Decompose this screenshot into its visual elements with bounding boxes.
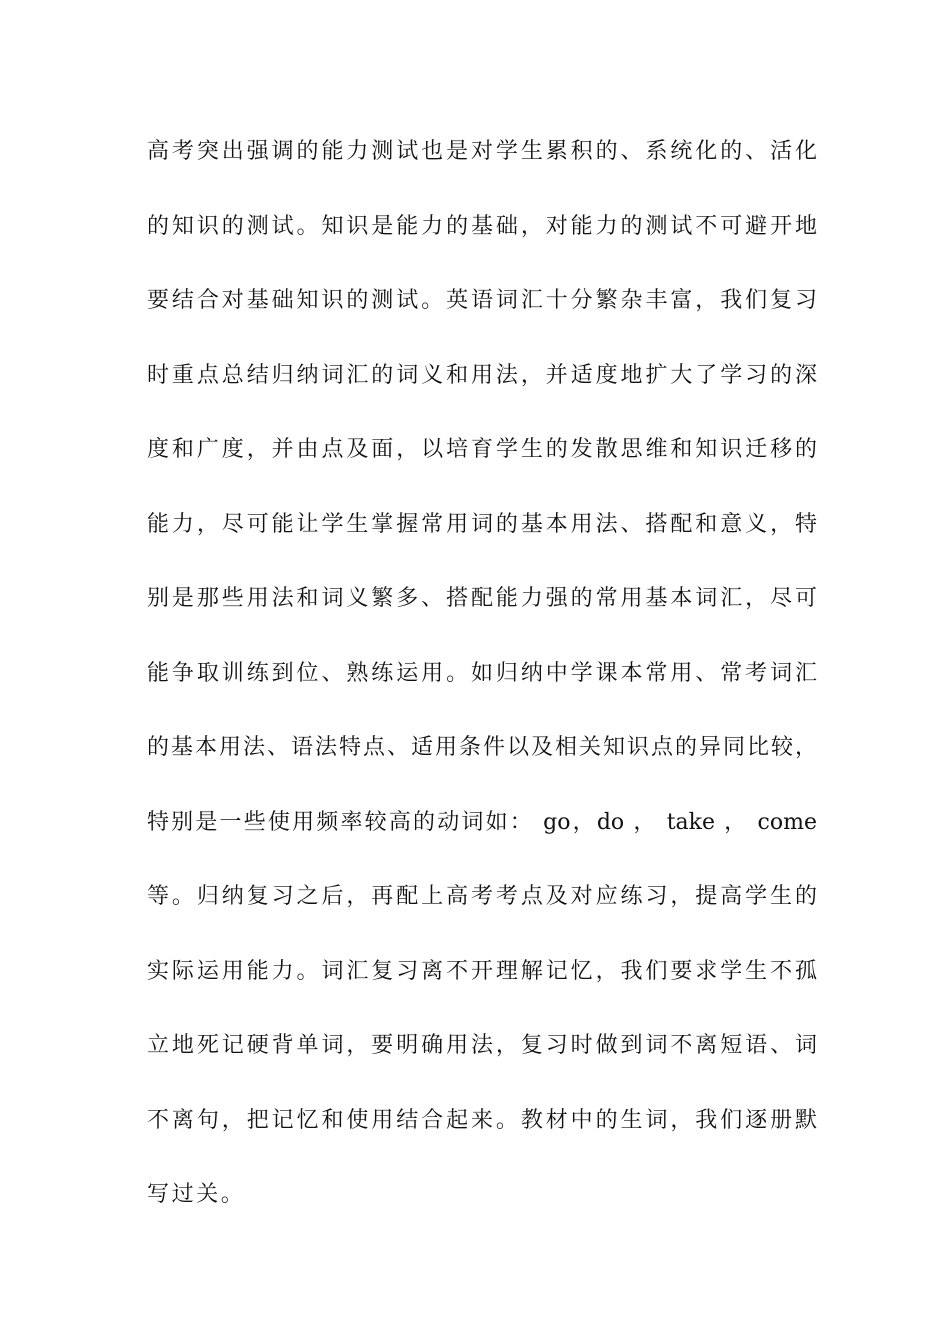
paragraph-line: 高考突出强调的能力测试也是对学生累积的、系统化的、活化: [147, 139, 817, 164]
paragraph-line: 实际运用能力。词汇复习离不开理解记忆，我们要求学生不孤: [147, 958, 817, 984]
paragraph-line: 的知识的测试。知识是能力的基础，对能力的测试不可避开地: [147, 213, 817, 239]
paragraph-line: 能争取训练到位、熟练运用。如归纳中学课本常用、常考词汇: [147, 660, 817, 686]
paragraph-line: 等。归纳复习之后，再配上高考考点及对应练习，提高学生的: [147, 884, 817, 909]
paragraph-line: 不离句，把记忆和使用结合起来。教材中的生词，我们逐册默: [147, 1107, 817, 1133]
paragraph-line: 别是那些用法和词义繁多、搭配能力强的常用基本词汇，尽可: [147, 586, 817, 611]
paragraph-line: 能力，尽可能让学生掌握常用词的基本用法、搭配和意义，特: [147, 511, 817, 537]
paragraph-line: 的基本用法、语法特点、适用条件以及相关知识点的异同比较，: [147, 735, 817, 760]
paragraph-line: 时重点总结归纳词汇的词义和用法，并适度地扩大了学习的深: [147, 362, 817, 388]
paragraph-line: 立地死记硬背单词，要明确用法，复习时做到词不离短语、词: [147, 1033, 817, 1058]
paragraph-line-last: 写过关。: [147, 1182, 246, 1207]
paragraph-line: 特别是一些使用频率较高的动词如： go，do ， take ， come: [147, 809, 817, 835]
body-paragraph: [147, 128, 817, 1246]
paragraph-line: 度和广度，并由点及面，以培育学生的发散思维和知识迁移的: [147, 437, 817, 462]
paragraph-line: 要结合对基础知识的测试。英语词汇十分繁杂丰富，我们复习: [147, 288, 817, 313]
